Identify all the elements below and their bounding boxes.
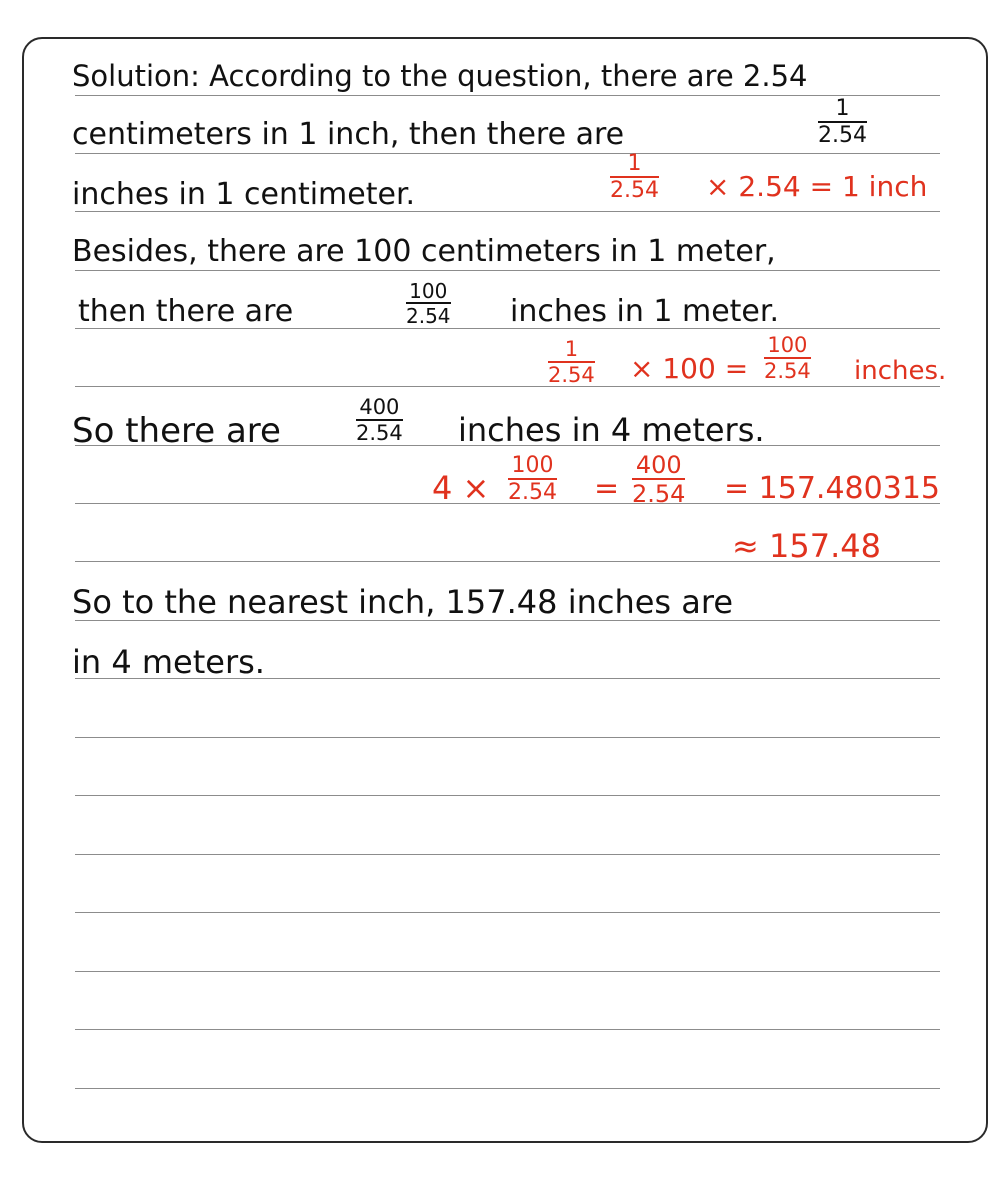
fraction-denominator: 2.54 xyxy=(356,421,403,445)
fraction-numerator: 1 xyxy=(627,151,642,176)
fraction-denominator: 2.54 xyxy=(610,178,659,203)
rule-line xyxy=(75,270,940,271)
rule-line xyxy=(75,737,940,738)
red-note-line-3: × 2.54 = 1 inch xyxy=(706,170,928,203)
fraction-400-over-2-54 xyxy=(356,397,403,444)
solution-line-5a: then there are xyxy=(78,294,294,329)
red-fraction-1-over-2-54 xyxy=(548,339,595,386)
fraction-denominator: 2.54 xyxy=(406,304,451,328)
fraction-numerator: 400 xyxy=(635,451,682,479)
solution-line-3: inches in 1 centimeter. xyxy=(72,177,416,212)
red-equals-sign: = xyxy=(594,471,620,506)
red-result: = 157.480315 xyxy=(724,471,940,506)
rule-line xyxy=(75,1088,940,1089)
fraction-denominator: 2.54 xyxy=(508,480,557,505)
solution-line-4: Besides, there are 100 centimeters in 1 meter, xyxy=(72,234,776,269)
fraction-denominator: 2.54 xyxy=(764,359,811,383)
solution-line-7a: So there are xyxy=(72,411,281,451)
fraction-denominator: 2.54 xyxy=(548,363,595,387)
red-fraction-100-over-2-54 xyxy=(508,455,557,504)
fraction-numerator: 400 xyxy=(359,395,400,419)
red-fraction-400-over-2-54 xyxy=(632,453,685,506)
fraction-denominator: 2.54 xyxy=(632,480,686,508)
fraction-numerator: 1 xyxy=(835,96,850,121)
fraction-denominator: 2.54 xyxy=(818,123,867,148)
fraction-numerator: 1 xyxy=(564,337,579,361)
solution-line-11: in 4 meters. xyxy=(72,643,265,681)
red-fraction-1-over-2-54 xyxy=(610,153,659,202)
rule-line xyxy=(75,795,940,796)
solution-line-5b: inches in 1 meter. xyxy=(510,294,780,329)
red-approximation: ≈ 157.48 xyxy=(732,527,881,565)
red-note-line-6-tail: inches. xyxy=(854,356,947,386)
rule-line xyxy=(75,386,940,387)
fraction-numerator: 100 xyxy=(767,333,808,357)
fraction-1-over-2-54 xyxy=(818,98,867,147)
rule-line xyxy=(75,971,940,972)
red-fraction-100-over-2-54 xyxy=(764,335,811,382)
solution-line-1: Solution: According to the question, there are 2.54 xyxy=(72,59,808,93)
solution-line-2: centimeters in 1 inch, then there are xyxy=(72,117,625,152)
rule-line xyxy=(75,153,940,154)
solution-line-10: So to the nearest inch, 157.48 inches are xyxy=(72,583,734,621)
rule-line xyxy=(75,854,940,855)
rule-line xyxy=(75,1029,940,1030)
fraction-100-over-2-54 xyxy=(406,281,451,326)
rule-line xyxy=(75,912,940,913)
red-note-line-8: 4 × xyxy=(432,469,490,507)
solution-line-7b: inches in 4 meters. xyxy=(458,411,765,449)
rule-line xyxy=(75,95,940,96)
fraction-numerator: 100 xyxy=(409,279,448,303)
fraction-numerator: 100 xyxy=(511,453,554,478)
red-note-line-6: × 100 = xyxy=(630,352,749,385)
